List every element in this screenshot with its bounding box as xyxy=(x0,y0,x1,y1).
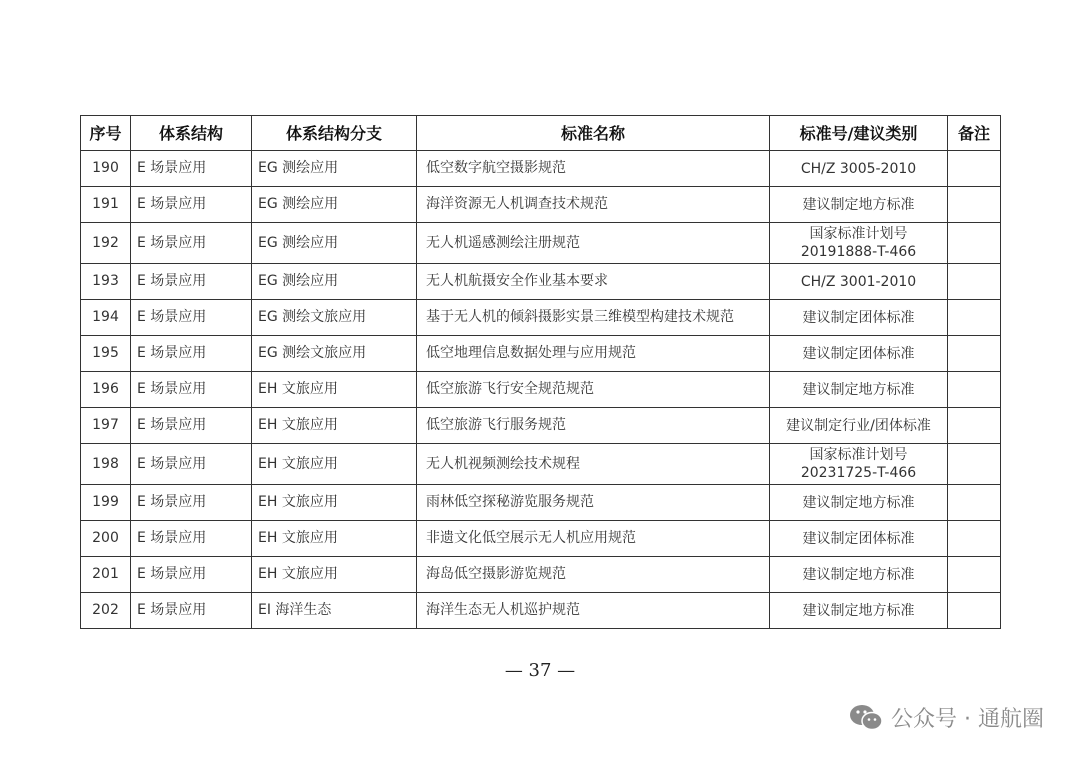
row-standard-name: 无人机遥感测绘注册规范 xyxy=(417,223,770,264)
row-remark xyxy=(948,336,1001,372)
row-structure: E 场景应用 xyxy=(131,264,252,300)
row-branch: EG 测绘文旅应用 xyxy=(252,300,417,336)
row-standard-category: 建议制定行业/团体标准 xyxy=(770,408,948,444)
row-branch: EG 测绘应用 xyxy=(252,151,417,187)
row-remark xyxy=(948,223,1001,264)
row-index: 196 xyxy=(81,372,131,408)
table-row xyxy=(81,336,1001,372)
row-structure: E 场景应用 xyxy=(131,521,252,557)
table-row xyxy=(81,187,1001,223)
row-structure: E 场景应用 xyxy=(131,372,252,408)
row-standard-category: 建议制定地方标准 xyxy=(770,485,948,521)
row-remark xyxy=(948,444,1001,485)
row-remark xyxy=(948,187,1001,223)
header-standard-name: 标准名称 xyxy=(417,116,770,151)
row-branch: EG 测绘应用 xyxy=(252,223,417,264)
row-standard-category: 国家标准计划号 20231725-T-466 xyxy=(770,444,948,485)
row-remark xyxy=(948,593,1001,629)
row-structure: E 场景应用 xyxy=(131,485,252,521)
row-index: 193 xyxy=(81,264,131,300)
row-index: 190 xyxy=(81,151,131,187)
row-standard-category: CH/Z 3001-2010 xyxy=(770,264,948,300)
row-index: 200 xyxy=(81,521,131,557)
row-remark xyxy=(948,300,1001,336)
standards-table xyxy=(80,115,1001,629)
row-structure: E 场景应用 xyxy=(131,593,252,629)
row-structure: E 场景应用 xyxy=(131,223,252,264)
table-row xyxy=(81,593,1001,629)
row-standard-category: 建议制定地方标准 xyxy=(770,557,948,593)
row-standard-name: 雨林低空探秘游览服务规范 xyxy=(417,485,770,521)
row-standard-category: 建议制定地方标准 xyxy=(770,187,948,223)
table-body xyxy=(81,151,1001,629)
row-branch: EH 文旅应用 xyxy=(252,372,417,408)
row-structure: E 场景应用 xyxy=(131,187,252,223)
table-row xyxy=(81,151,1001,187)
row-structure: E 场景应用 xyxy=(131,300,252,336)
row-index: 195 xyxy=(81,336,131,372)
row-index: 191 xyxy=(81,187,131,223)
row-standard-category: 国家标准计划号 20191888-T-466 xyxy=(770,223,948,264)
row-standard-category: 建议制定团体标准 xyxy=(770,300,948,336)
table-row xyxy=(81,521,1001,557)
row-standard-category: 建议制定团体标准 xyxy=(770,521,948,557)
row-standard-name: 非遗文化低空展示无人机应用规范 xyxy=(417,521,770,557)
row-standard-category: 建议制定地方标准 xyxy=(770,593,948,629)
row-index: 192 xyxy=(81,223,131,264)
header-standard-category: 标准号/建议类别 xyxy=(770,116,948,151)
row-standard-name: 海洋资源无人机调查技术规范 xyxy=(417,187,770,223)
row-standard-category: CH/Z 3005-2010 xyxy=(770,151,948,187)
header-structure: 体系结构 xyxy=(131,116,252,151)
table-header-row xyxy=(81,116,1001,151)
row-branch: EH 文旅应用 xyxy=(252,408,417,444)
table-row xyxy=(81,444,1001,485)
row-standard-category: 建议制定团体标准 xyxy=(770,336,948,372)
row-index: 202 xyxy=(81,593,131,629)
row-branch: EH 文旅应用 xyxy=(252,557,417,593)
row-remark xyxy=(948,151,1001,187)
row-structure: E 场景应用 xyxy=(131,557,252,593)
row-index: 194 xyxy=(81,300,131,336)
row-remark xyxy=(948,485,1001,521)
row-branch: EH 文旅应用 xyxy=(252,485,417,521)
row-standard-name: 海洋生态无人机巡护规范 xyxy=(417,593,770,629)
table-row xyxy=(81,264,1001,300)
row-standard-category: 建议制定地方标准 xyxy=(770,372,948,408)
row-remark xyxy=(948,408,1001,444)
row-remark xyxy=(948,264,1001,300)
row-index: 201 xyxy=(81,557,131,593)
row-index: 197 xyxy=(81,408,131,444)
row-standard-name: 基于无人机的倾斜摄影实景三维模型构建技术规范 xyxy=(417,300,770,336)
row-remark xyxy=(948,557,1001,593)
row-standard-name: 无人机视频测绘技术规程 xyxy=(417,444,770,485)
table-row xyxy=(81,485,1001,521)
row-branch: EH 文旅应用 xyxy=(252,521,417,557)
header-index: 序号 xyxy=(81,116,131,151)
watermark xyxy=(849,702,1044,733)
watermark-text: 公众号 · 通航圈 xyxy=(891,707,1044,732)
wechat-icon xyxy=(849,704,883,732)
header-remark: 备注 xyxy=(948,116,1001,151)
table-row xyxy=(81,223,1001,264)
table-row xyxy=(81,300,1001,336)
row-remark xyxy=(948,521,1001,557)
header-branch: 体系结构分支 xyxy=(252,116,417,151)
row-remark xyxy=(948,372,1001,408)
table-row xyxy=(81,372,1001,408)
table-row xyxy=(81,408,1001,444)
row-structure: E 场景应用 xyxy=(131,151,252,187)
row-index: 199 xyxy=(81,485,131,521)
row-standard-name: 海岛低空摄影游览规范 xyxy=(417,557,770,593)
row-branch: EH 文旅应用 xyxy=(252,444,417,485)
row-branch: EI 海洋生态 xyxy=(252,593,417,629)
row-branch: EG 测绘应用 xyxy=(252,264,417,300)
row-branch: EG 测绘文旅应用 xyxy=(252,336,417,372)
row-structure: E 场景应用 xyxy=(131,408,252,444)
row-standard-name: 无人机航摄安全作业基本要求 xyxy=(417,264,770,300)
row-index: 198 xyxy=(81,444,131,485)
page-number: — 37 — xyxy=(504,660,576,681)
row-structure: E 场景应用 xyxy=(131,444,252,485)
row-structure: E 场景应用 xyxy=(131,336,252,372)
row-branch: EG 测绘应用 xyxy=(252,187,417,223)
row-standard-name: 低空数字航空摄影规范 xyxy=(417,151,770,187)
row-standard-name: 低空地理信息数据处理与应用规范 xyxy=(417,336,770,372)
table-row xyxy=(81,557,1001,593)
row-standard-name: 低空旅游飞行安全规范规范 xyxy=(417,372,770,408)
row-standard-name: 低空旅游飞行服务规范 xyxy=(417,408,770,444)
